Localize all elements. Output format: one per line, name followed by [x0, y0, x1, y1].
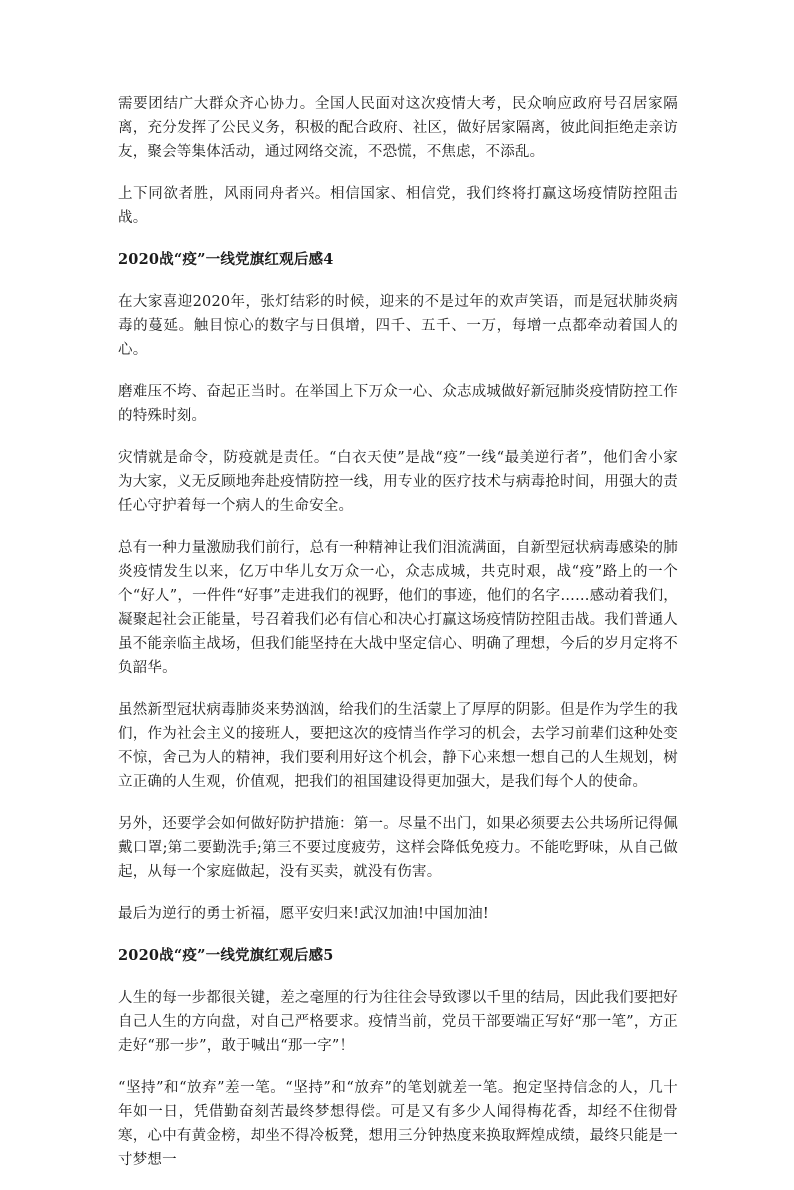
- paragraph: 需要团结广大群众齐心协力。全国人民面对这次疫情大考，民众响应政府号召居家隔离，充分发挥了公民义务，积极的配合政府、社区，做好居家隔离，彼此间拒绝走亲访友，聚会等集体活动，通过网络交流，不恐慌，不焦虑，不添乱。: [118, 96, 678, 160]
- paragraph: 最后为逆行的勇士祈福，愿平安归来!武汉加油!中国加油!: [118, 906, 489, 922]
- paragraph: 灾情就是命令，防疫就是责任。“白衣天使”是战“疫”一线“最美逆行者”，他们舍小家为大家，义无反顾地奔赴疫情防控一线，用专业的医疗技术与病毒抢时间，用强大的责任心守护着每一个病人的生命安全。: [118, 450, 678, 514]
- section-heading: 2020战“疫”一线党旗红观后感5: [118, 947, 334, 964]
- paragraph: 人生的每一步都很关键，差之毫厘的行为往往会导致谬以千里的结局，因此我们要把好自己人生的方向盘，对自己严格要求。疫情当前，党员干部要端正写好“那一笔”，方正走好“那一步”，敢于喊出“那一字”！: [118, 990, 678, 1054]
- paragraph: 总有一种力量激励我们前行，总有一种精神让我们泪流满面，自新型冠状病毒感染的肺炎疫情发生以来，亿万中华儿女万众一心，众志成城，共克时艰，战“疫”路上的一个个“好人”，一件件“好事”走进我们的视野，他们的事迹，他们的名字……感动着我们，凝聚起社会正能量，号召着我们必有信心和决心打赢这场疫情防控阻击战。我们普通人虽不能亲临主战场，但我们能坚持在大战中坚定信心、明确了理想，今后的岁月定将不负韶华。: [118, 540, 678, 676]
- document-page: [118, 92, 678, 1190]
- paragraph: 磨难压不垮、奋起正当时。在举国上下万众一心、众志成城做好新冠肺炎疫情防控工作的特殊时刻。: [118, 384, 678, 424]
- paragraph: 在大家喜迎2020年，张灯结彩的时候，迎来的不是过年的欢声笑语，而是冠状肺炎病毒的蔓延。触目惊心的数字与日俱增，四千、五千、一万，每增一点都牵动着国人的心。: [118, 294, 678, 358]
- paragraph: 上下同欲者胜，风雨同舟者兴。相信国家、相信党，我们终将打赢这场疫情防控阻击战。: [118, 186, 678, 226]
- paragraph: 另外，还要学会如何做好防护措施：第一。尽量不出门，如果必须要去公共场所记得佩戴口罩;第二要勤洗手;第三不要过度疲劳，这样会降低免疫力。不能吃野味，从自己做起，从每一个家庭做起，没有买卖，就没有伤害。: [118, 816, 678, 880]
- paragraph: “坚持”和“放弃”差一笔。“坚持”和“放弃”的笔划就差一笔。抱定坚持信念的人，几十年如一日，凭借勤奋刻苦最终梦想得偿。可是又有多少人闻得梅花香，却经不住彻骨寒，心中有黄金榜，却坐不得冷板凳，想用三分钟热度来换取辉煌成绩，最终只能是一寸梦想一: [118, 1080, 678, 1168]
- paragraph: 虽然新型冠状病毒肺炎来势汹汹，给我们的生活蒙上了厚厚的阴影。但是作为学生的我们，作为社会主义的接班人，要把这次的疫情当作学习的机会，去学习前辈们这种处变不惊，舍己为人的精神，我们要利用好这个机会，静下心来想一想自己的人生规划，树立正确的人生观，价值观，把我们的祖国建设得更加强大，是我们每个人的使命。: [118, 702, 678, 790]
- section-heading: 2020战“疫”一线党旗红观后感4: [118, 251, 334, 268]
